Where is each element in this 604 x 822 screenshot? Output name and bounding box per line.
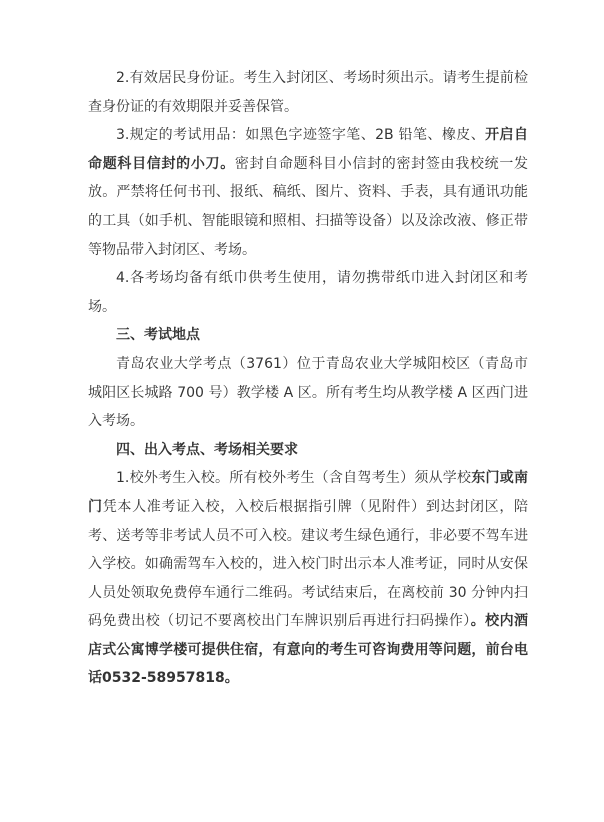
- paragraph-location: [88, 350, 528, 436]
- paragraph-text: 1.校外考生入校。所有校外考生（含自驾考生）须从学校: [116, 470, 472, 487]
- paragraph-text: 3.规定的考试用品：如黑色字迹签字笔、2B 铅笔、橡皮、: [116, 127, 486, 144]
- paragraph-text: 凭本人准考证入校，入校后根据指引牌（见附件）到达封闭区，陪考、送考等非考试人员不可入校。建议考生绿色通行，非必要不驾车进入学校。如确需驾车入校的，进入校门时出示本人准考证，同时从安保人员处领取免费停车通行二维码。考试结束后，在离校前 30 分钟内扫码免费出校（切记不要离校出门车牌识别后再进行扫码操作）: [88, 498, 529, 630]
- bold-text: 。校内酒店式公寓博学楼可提供住宿，有意向的考生可咨询费用等问题，前台电话0532-58957818。: [88, 613, 529, 687]
- document-page: [88, 64, 528, 693]
- paragraph-text: 4.各考场均备有纸巾供考生使用，请勿携带纸巾进入封闭区和考场。: [88, 270, 528, 315]
- paragraph-tissues: [88, 264, 528, 321]
- paragraph-text: 密封自命题科目小信封的密封签由我校统一发放。严禁将任何书刊、报纸、稿纸、图片、资料、手表，具有通讯功能的工具（如手机、智能眼镜和照相、扫描等设备）以及涂改液、修正带等物品带入封闭区、考场。: [88, 155, 529, 258]
- paragraph-exam-supplies: [88, 121, 528, 264]
- paragraph-text: 2.有效居民身份证。考生入封闭区、考场时须出示。请考生提前检查身份证的有效期限并妥善保管。: [88, 70, 528, 115]
- section-heading-exam-location: 三、考试地点: [116, 327, 200, 344]
- bold-text: 开启自命题科目信封的小刀。: [88, 127, 528, 172]
- bold-text: 东门或南门: [88, 470, 529, 515]
- section-heading-entry-requirements: 四、出入考点、考场相关要求: [116, 441, 298, 458]
- paragraph-text: 青岛农业大学考点（3761）位于青岛农业大学城阳校区（青岛市城阳区长城路 700 号）教学楼 A 区。所有考生均从教学楼 A 区西门进入考场。: [88, 355, 528, 430]
- paragraph-id-card: [88, 64, 528, 121]
- paragraph-campus-entry: [88, 464, 528, 693]
